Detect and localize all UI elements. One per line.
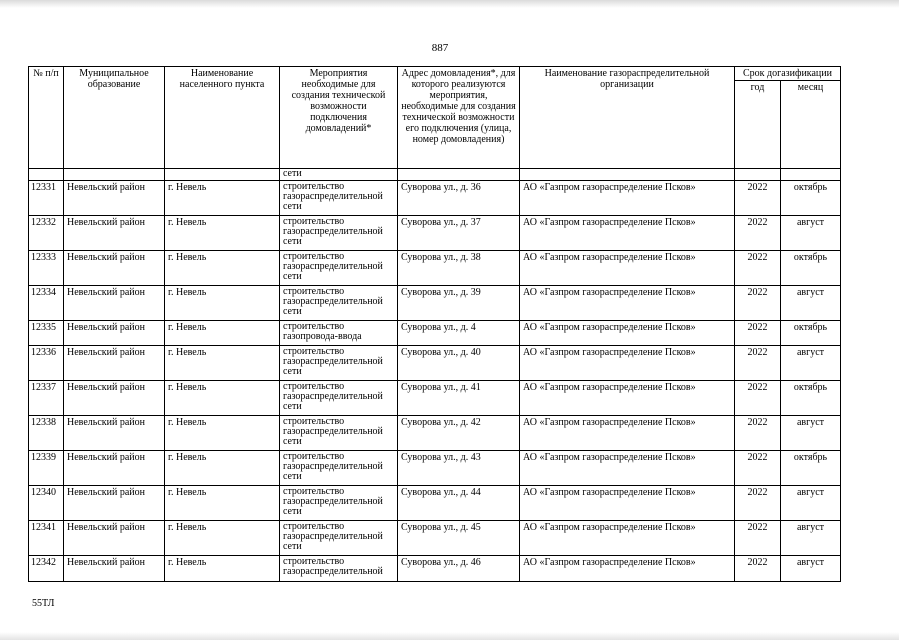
row-num: 12332	[29, 216, 64, 251]
row-organization: АО «Газпром газораспределение Псков»	[520, 521, 735, 556]
row-year: 2022	[735, 556, 781, 582]
header-organization: Наименование газораспределительной организации	[520, 67, 735, 169]
row-year: 2022	[735, 416, 781, 451]
row-measure: строительство газораспределительной сети	[280, 346, 398, 381]
row-year: 2022	[735, 286, 781, 321]
row-year: 2022	[735, 216, 781, 251]
table-row	[29, 286, 841, 321]
row-municipality: Невельский район	[64, 286, 165, 321]
row-organization: АО «Газпром газораспределение Псков»	[520, 451, 735, 486]
row-address: Суворова ул., д. 39	[398, 286, 520, 321]
row-num: 12336	[29, 346, 64, 381]
row-month: август	[781, 346, 841, 381]
row-municipality: Невельский район	[64, 321, 165, 346]
row-measure: строительство газопровода-ввода	[280, 321, 398, 346]
row-num: 12341	[29, 521, 64, 556]
row-measure: строительство газораспределительной сети	[280, 486, 398, 521]
row-municipality: Невельский район	[64, 346, 165, 381]
table-row	[29, 416, 841, 451]
row-settlement: г. Невель	[165, 251, 280, 286]
row-year: 2022	[735, 451, 781, 486]
row-num: 12335	[29, 321, 64, 346]
row-measure: строительство газораспределительной	[280, 556, 398, 582]
row-month: август	[781, 286, 841, 321]
row-settlement: г. Невель	[165, 416, 280, 451]
row-measure: строительство газораспределительной сети	[280, 416, 398, 451]
table-row	[29, 381, 841, 416]
row-municipality: Невельский район	[64, 381, 165, 416]
row-month: август	[781, 416, 841, 451]
row-organization: АО «Газпром газораспределение Псков»	[520, 486, 735, 521]
row-year: 2022	[735, 486, 781, 521]
row-measure: строительство газораспределительной сети	[280, 251, 398, 286]
row-settlement: г. Невель	[165, 321, 280, 346]
row-measure: строительство газораспределительной сети	[280, 381, 398, 416]
row-num: 12339	[29, 451, 64, 486]
row-organization: АО «Газпром газораспределение Псков»	[520, 286, 735, 321]
table-row	[29, 451, 841, 486]
table-row	[29, 321, 841, 346]
row-year: 2022	[735, 521, 781, 556]
gasification-table	[28, 66, 841, 582]
row-month: октябрь	[781, 181, 841, 216]
header-settlement: Наименование населенного пункта	[165, 67, 280, 169]
scan-edge-top	[0, 0, 899, 8]
row-num: 12337	[29, 381, 64, 416]
row-municipality: Невельский район	[64, 251, 165, 286]
row-address: Суворова ул., д. 46	[398, 556, 520, 582]
row-municipality: Невельский район	[64, 521, 165, 556]
row-year: 2022	[735, 251, 781, 286]
row-month: октябрь	[781, 381, 841, 416]
row-organization: АО «Газпром газораспределение Псков»	[520, 321, 735, 346]
row-month: август	[781, 486, 841, 521]
page-number: 887	[431, 42, 449, 54]
row-settlement: г. Невель	[165, 216, 280, 251]
table-row	[29, 521, 841, 556]
row-measure: строительство газораспределительной сети	[280, 521, 398, 556]
row-settlement: г. Невель	[165, 286, 280, 321]
row-num: 12331	[29, 181, 64, 216]
row-address: Суворова ул., д. 38	[398, 251, 520, 286]
row-measure: строительство газораспределительной сети	[280, 451, 398, 486]
row-address: Суворова ул., д. 40	[398, 346, 520, 381]
footer-code: 55ТЛ	[32, 598, 55, 609]
continuation-row	[29, 169, 841, 181]
row-month: октябрь	[781, 451, 841, 486]
row-municipality: Невельский район	[64, 451, 165, 486]
table-row	[29, 346, 841, 381]
row-municipality: Невельский район	[64, 416, 165, 451]
row-settlement: г. Невель	[165, 346, 280, 381]
row-municipality: Невельский район	[64, 556, 165, 582]
row-month: август	[781, 556, 841, 582]
row-settlement: г. Невель	[165, 451, 280, 486]
row-num: 12333	[29, 251, 64, 286]
row-settlement: г. Невель	[165, 181, 280, 216]
row-municipality: Невельский район	[64, 486, 165, 521]
row-address: Суворова ул., д. 44	[398, 486, 520, 521]
row-month: август	[781, 216, 841, 251]
row-organization: АО «Газпром газораспределение Псков»	[520, 181, 735, 216]
row-organization: АО «Газпром газораспределение Псков»	[520, 251, 735, 286]
row-month: октябрь	[781, 321, 841, 346]
row-organization: АО «Газпром газораспределение Псков»	[520, 381, 735, 416]
row-settlement: г. Невель	[165, 521, 280, 556]
table-row	[29, 251, 841, 286]
row-month: октябрь	[781, 251, 841, 286]
row-measure: строительство газораспределительной сети	[280, 216, 398, 251]
table-row	[29, 556, 841, 582]
row-settlement: г. Невель	[165, 381, 280, 416]
row-address: Суворова ул., д. 43	[398, 451, 520, 486]
row-year: 2022	[735, 381, 781, 416]
row-municipality: Невельский район	[64, 181, 165, 216]
row-year: 2022	[735, 181, 781, 216]
row-settlement: г. Невель	[165, 486, 280, 521]
row-address: Суворова ул., д. 41	[398, 381, 520, 416]
header-year: год	[735, 81, 781, 169]
scan-edge-bottom	[0, 632, 899, 640]
row-organization: АО «Газпром газораспределение Псков»	[520, 346, 735, 381]
row-month: август	[781, 521, 841, 556]
row-organization: АО «Газпром газораспределение Псков»	[520, 216, 735, 251]
row-measure: строительство газораспределительной сети	[280, 286, 398, 321]
table-row	[29, 216, 841, 251]
row-num: 12342	[29, 556, 64, 582]
row-settlement: г. Невель	[165, 556, 280, 582]
header-deadline: Срок догазификации	[735, 67, 841, 81]
header-measures: Мероприятия необходимые для создания технической возможности подключения домовладений*	[280, 67, 398, 169]
row-address: Суворова ул., д. 45	[398, 521, 520, 556]
table-row	[29, 181, 841, 216]
row-address: Суворова ул., д. 37	[398, 216, 520, 251]
header-address: Адрес домовладения*, для которого реализуются мероприятия, необходимые для создания технической возможности его подключения (улица, номер домовладения)	[398, 67, 520, 169]
row-num: 12338	[29, 416, 64, 451]
table-row	[29, 486, 841, 521]
row-measure: строительство газораспределительной сети	[280, 181, 398, 216]
header-month: месяц	[781, 81, 841, 169]
row-address: Суворова ул., д. 42	[398, 416, 520, 451]
row-municipality: Невельский район	[64, 216, 165, 251]
header-num: № п/п	[29, 67, 64, 169]
row-address: Суворова ул., д. 4	[398, 321, 520, 346]
row-organization: АО «Газпром газораспределение Псков»	[520, 556, 735, 582]
row-year: 2022	[735, 346, 781, 381]
continuation-text: сети	[280, 169, 398, 181]
header-municipality: Муниципальное образование	[64, 67, 165, 169]
row-num: 12334	[29, 286, 64, 321]
row-year: 2022	[735, 321, 781, 346]
row-organization: АО «Газпром газораспределение Псков»	[520, 416, 735, 451]
row-num: 12340	[29, 486, 64, 521]
row-address: Суворова ул., д. 36	[398, 181, 520, 216]
